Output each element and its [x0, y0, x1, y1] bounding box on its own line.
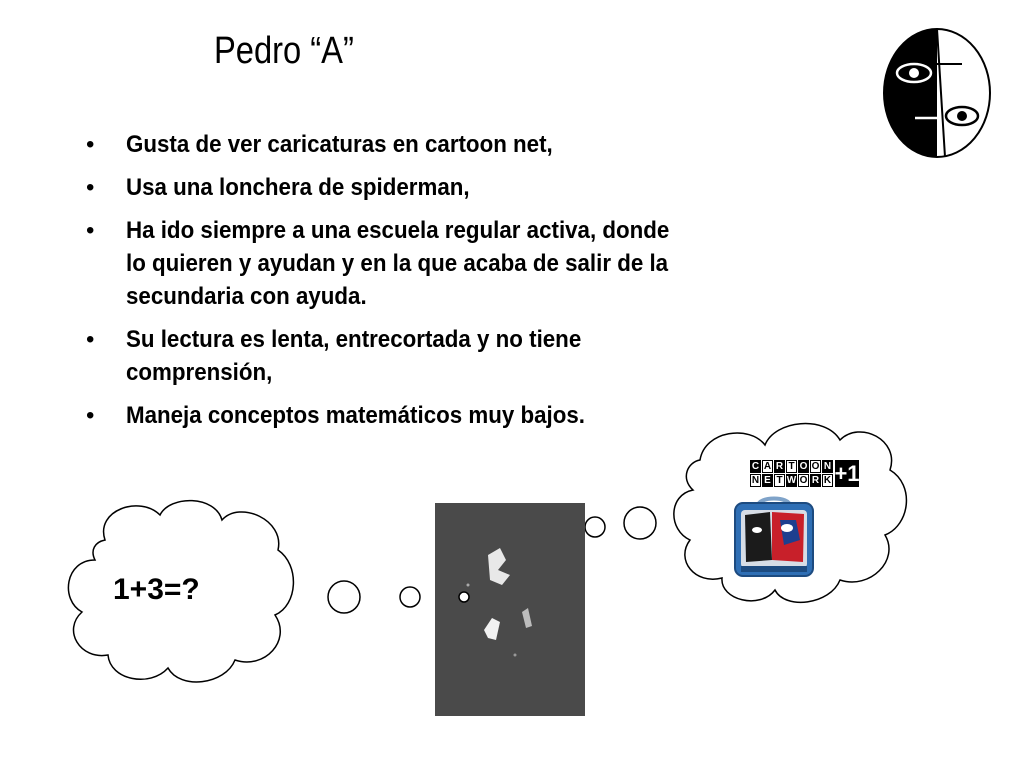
cartoon-network-logo — [750, 460, 859, 487]
bullet-item: • Usa una lonchera de spiderman, — [86, 171, 686, 204]
bullet-item: • Ha ido siempre a una escuela regular activa, donde lo quieren y ayudan y en la que acaba de salir de la secundaria con ayuda. — [86, 214, 686, 313]
bullet-item: • Maneja conceptos matemáticos muy bajos. — [86, 399, 686, 432]
half-face-mask-icon — [884, 29, 990, 157]
thought-bubble — [400, 587, 420, 607]
slide-title: Pedro “A” — [214, 30, 354, 72]
spiderman-lunchbox-image — [735, 499, 813, 577]
bullet-item: • Su lectura es lenta, entrecortada y no tiene comprensión, — [86, 323, 686, 389]
math-question: 1+3=? — [113, 573, 200, 606]
bullet-item: • Gusta de ver caricaturas en cartoon net, — [86, 128, 686, 161]
thought-bubble — [328, 581, 360, 613]
thought-bubble — [459, 592, 469, 602]
thought-bubble — [585, 517, 605, 537]
cartoon-network-letters: C A R T O O N N E T W O R K — [751, 461, 832, 486]
plus-one-badge: +1 — [834, 460, 860, 486]
thought-bubble — [624, 507, 656, 539]
dark-photo-image — [435, 503, 585, 716]
